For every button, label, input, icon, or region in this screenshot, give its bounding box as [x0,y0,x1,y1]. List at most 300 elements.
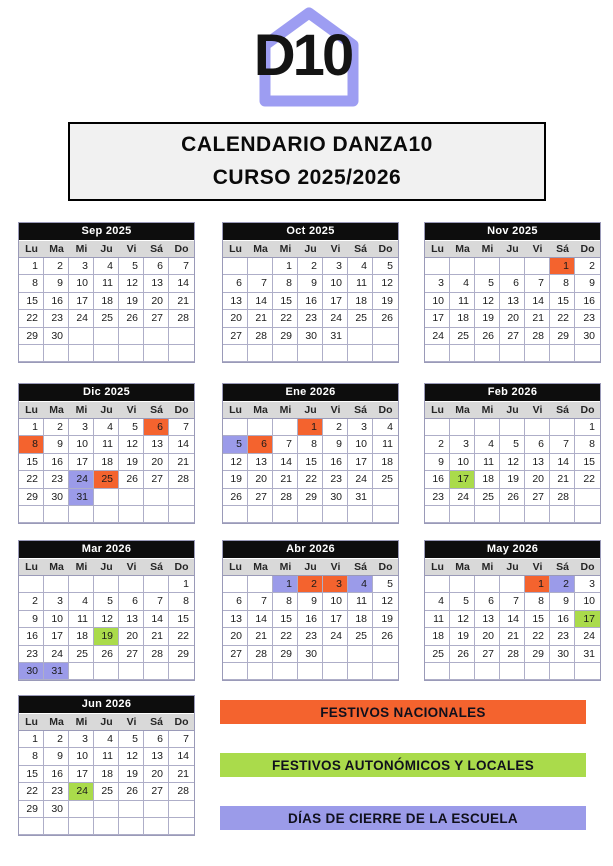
weekday-header-cell: Mi [75,404,88,416]
weekday-header-cell: Do [378,243,393,255]
weekday-header-cell: Ju [506,561,519,573]
weekday-header-cell: Do [378,404,393,416]
day-cell: 21 [248,628,273,645]
day-cell: 4 [94,258,119,275]
day-cell: 29 [19,801,44,818]
day-cell: 30 [550,646,575,663]
day-cell: 1 [169,576,194,593]
weekday-header-cell: Ma [455,404,470,416]
day-cell: 20 [144,454,169,471]
day-cell: 26 [223,489,248,506]
day-cell [119,489,144,506]
weekday-header-cell: Vi [126,243,137,255]
day-cell: 10 [323,593,348,610]
day-cell: 11 [425,611,450,628]
weekday-header-cell: Lu [25,561,38,573]
day-cell: 19 [223,471,248,488]
day-cell: 15 [273,293,298,310]
day-cell [169,489,194,506]
day-cell: 23 [575,310,600,327]
day-cell [19,345,44,362]
day-cell [500,663,525,680]
day-cell: 8 [525,593,550,610]
day-cell [69,345,94,362]
day-cell: 31 [348,489,373,506]
day-cell: 12 [475,293,500,310]
day-cell: 18 [348,293,373,310]
day-cell: 13 [119,611,144,628]
page-title-line2: CURSO 2025/2026 [212,166,402,189]
day-cell: 17 [323,611,348,628]
day-cell: 4 [348,258,373,275]
day-cell: 20 [119,628,144,645]
day-cell [69,328,94,345]
weekday-header-cell: Mi [75,243,88,255]
month-calendar-feb-2026 [424,383,601,524]
day-cell: 18 [425,628,450,645]
day-cell: 28 [525,328,550,345]
day-cell: 6 [223,593,248,610]
day-cell: 18 [475,471,500,488]
day-cell: 22 [273,628,298,645]
weekday-header-cell: Ma [49,404,64,416]
day-cell: 8 [19,748,44,765]
day-cell [323,345,348,362]
day-cell: 25 [94,783,119,800]
day-cell: 17 [69,766,94,783]
day-cell [373,663,398,680]
weekday-header-cell: Do [174,561,189,573]
weekday-header-cell: Do [580,243,595,255]
day-cell [69,663,94,680]
day-cell: 6 [119,593,144,610]
weekday-header-cell: Sá [150,404,163,416]
day-cell [94,818,119,835]
day-cell: 6 [223,275,248,292]
day-cell [500,419,525,436]
day-cell [525,506,550,523]
day-cell [119,328,144,345]
day-cell [575,489,600,506]
day-cell [119,345,144,362]
day-cell: 2 [44,258,69,275]
day-cell: 11 [450,293,475,310]
day-cell: 7 [500,593,525,610]
day-cell: 29 [19,489,44,506]
day-cell: 20 [144,293,169,310]
weekday-header-cell: Mi [481,243,494,255]
day-cell [450,506,475,523]
day-cell: 29 [273,646,298,663]
day-cell: 19 [475,310,500,327]
day-cell [144,818,169,835]
day-cell: 19 [373,293,398,310]
day-cell: 10 [69,436,94,453]
weekday-header-cell: Sá [150,716,163,728]
day-cell: 26 [119,783,144,800]
weekday-header-row [425,401,600,419]
day-cell: 4 [94,731,119,748]
day-cell: 23 [44,471,69,488]
day-cell-closure: 2 [550,576,575,593]
weekday-header-cell: Mi [279,243,292,255]
day-cell: 30 [323,489,348,506]
day-cell: 9 [44,748,69,765]
day-cell: 29 [19,328,44,345]
day-cell: 27 [144,783,169,800]
day-cell [500,576,525,593]
day-cell: 24 [348,471,373,488]
weekday-header-cell: Ju [506,404,519,416]
weekday-header-cell: Ju [304,243,317,255]
day-cell: 4 [373,419,398,436]
day-cell: 5 [500,436,525,453]
day-cell: 8 [169,593,194,610]
day-cell: 4 [425,593,450,610]
day-cell [550,506,575,523]
day-cell [19,818,44,835]
day-cell: 11 [348,275,373,292]
day-cell: 14 [500,611,525,628]
day-cell [550,419,575,436]
day-cell: 13 [223,293,248,310]
day-cell [348,663,373,680]
month-calendar-sep-2025 [18,222,195,363]
weekday-header-cell: Sá [354,243,367,255]
day-cell: 3 [44,593,69,610]
legend-regional: FESTIVOS AUTONÓMICOS Y LOCALES [220,753,586,777]
day-cell: 14 [169,436,194,453]
day-cell: 26 [500,489,525,506]
day-cell [348,646,373,663]
day-cell: 16 [298,611,323,628]
day-cell: 15 [19,766,44,783]
weekday-header-row [19,240,194,258]
day-cell [144,663,169,680]
day-cell [44,345,69,362]
weekday-header-row [223,240,398,258]
day-cell: 26 [373,310,398,327]
day-cell: 29 [298,489,323,506]
day-cell: 26 [119,310,144,327]
day-cell [94,489,119,506]
day-cell: 27 [500,328,525,345]
day-cell: 2 [323,419,348,436]
day-cell: 14 [248,611,273,628]
danza10-logo [239,4,375,108]
month-calendar-jun-2026 [18,695,195,836]
weekday-header-cell: Do [580,561,595,573]
day-cell [223,345,248,362]
month-days-grid [19,419,194,523]
day-cell [348,345,373,362]
weekday-header-cell: Vi [126,716,137,728]
day-cell [169,663,194,680]
weekday-header-cell: Mi [481,404,494,416]
day-cell [450,663,475,680]
day-cell: 1 [19,258,44,275]
day-cell: 3 [450,436,475,453]
day-cell [69,506,94,523]
weekday-header-cell: Mi [75,561,88,573]
weekday-header-cell: Ma [253,243,268,255]
weekday-header-cell: Ma [49,243,64,255]
month-title: Sep 2025 [19,223,194,240]
day-cell: 14 [144,611,169,628]
weekday-header-cell: Ju [304,561,317,573]
day-cell: 8 [298,436,323,453]
day-cell [500,506,525,523]
day-cell: 12 [223,454,248,471]
day-cell: 22 [19,783,44,800]
day-cell: 10 [69,748,94,765]
weekday-header-cell: Sá [556,243,569,255]
day-cell: 10 [575,593,600,610]
day-cell: 9 [44,275,69,292]
day-cell [144,489,169,506]
day-cell: 23 [550,628,575,645]
day-cell: 28 [248,328,273,345]
day-cell-closure: 30 [19,663,44,680]
day-cell: 22 [575,471,600,488]
day-cell: 23 [323,471,348,488]
logo-text: D10 [253,23,352,88]
day-cell: 24 [44,646,69,663]
weekday-header-cell: Ju [506,243,519,255]
day-cell: 18 [94,454,119,471]
day-cell: 20 [223,628,248,645]
day-cell [475,663,500,680]
day-cell [144,801,169,818]
day-cell: 15 [550,293,575,310]
day-cell: 16 [19,628,44,645]
weekday-header-row [223,401,398,419]
day-cell: 23 [298,310,323,327]
day-cell: 16 [323,454,348,471]
weekday-header-cell: Ma [455,561,470,573]
day-cell: 1 [19,731,44,748]
day-cell: 14 [169,748,194,765]
day-cell [19,506,44,523]
day-cell [119,801,144,818]
day-cell-national: 1 [525,576,550,593]
weekday-header-cell: Vi [532,243,543,255]
weekday-header-row [223,558,398,576]
day-cell: 2 [425,436,450,453]
day-cell [223,419,248,436]
day-cell: 9 [298,593,323,610]
day-cell: 13 [144,436,169,453]
weekday-header-cell: Ma [49,716,64,728]
weekday-header-row [425,240,600,258]
day-cell: 14 [248,293,273,310]
day-cell: 19 [500,471,525,488]
day-cell [575,345,600,362]
day-cell-regional: 17 [575,611,600,628]
day-cell: 30 [44,801,69,818]
day-cell: 27 [248,489,273,506]
day-cell: 30 [44,328,69,345]
day-cell: 26 [373,628,398,645]
weekday-header-cell: Sá [354,561,367,573]
weekday-header-row [19,401,194,419]
day-cell [373,345,398,362]
day-cell: 14 [550,454,575,471]
month-title: Dic 2025 [19,384,194,401]
day-cell: 10 [450,454,475,471]
day-cell [169,328,194,345]
day-cell: 25 [373,471,398,488]
day-cell [273,663,298,680]
month-title: Ene 2026 [223,384,398,401]
weekday-header-cell: Lu [229,404,242,416]
day-cell: 4 [69,593,94,610]
day-cell [69,801,94,818]
day-cell: 29 [169,646,194,663]
day-cell: 11 [94,748,119,765]
day-cell [348,328,373,345]
weekday-header-cell: Ju [100,404,113,416]
day-cell [169,506,194,523]
day-cell [425,419,450,436]
day-cell [525,663,550,680]
day-cell: 5 [373,576,398,593]
day-cell [425,576,450,593]
day-cell: 9 [575,275,600,292]
weekday-header-cell: Ma [253,404,268,416]
day-cell: 5 [475,275,500,292]
day-cell [69,576,94,593]
day-cell: 19 [119,293,144,310]
weekday-header-cell: Ju [100,243,113,255]
day-cell: 13 [223,611,248,628]
day-cell [323,663,348,680]
day-cell: 9 [425,454,450,471]
day-cell: 8 [273,275,298,292]
month-title: Jun 2026 [19,696,194,713]
day-cell: 12 [119,436,144,453]
day-cell: 16 [44,766,69,783]
day-cell: 24 [450,489,475,506]
day-cell [94,328,119,345]
day-cell: 20 [223,310,248,327]
day-cell: 19 [373,611,398,628]
weekday-header-cell: Sá [150,243,163,255]
day-cell: 17 [69,293,94,310]
day-cell [273,345,298,362]
month-days-grid [425,576,600,680]
legend-national: FESTIVOS NACIONALES [220,700,586,724]
month-title: Mar 2026 [19,541,194,558]
day-cell [298,506,323,523]
day-cell [575,506,600,523]
day-cell-closure: 31 [44,663,69,680]
month-calendar-oct-2025 [222,222,399,363]
day-cell [525,258,550,275]
day-cell: 28 [500,646,525,663]
day-cell: 14 [273,454,298,471]
day-cell: 17 [323,293,348,310]
day-cell [298,345,323,362]
month-calendar-abr-2026 [222,540,399,681]
day-cell: 21 [169,454,194,471]
day-cell: 11 [373,436,398,453]
day-cell: 10 [44,611,69,628]
day-cell: 4 [475,436,500,453]
day-cell: 5 [119,731,144,748]
day-cell-regional: 24 [69,783,94,800]
day-cell [144,506,169,523]
day-cell: 3 [575,576,600,593]
day-cell: 3 [348,419,373,436]
weekday-header-cell: Vi [330,561,341,573]
day-cell: 11 [348,593,373,610]
day-cell [450,345,475,362]
day-cell: 23 [298,628,323,645]
day-cell [119,576,144,593]
weekday-header-cell: Lu [229,243,242,255]
month-title: Feb 2026 [425,384,600,401]
day-cell: 29 [550,328,575,345]
day-cell [348,506,373,523]
day-cell: 3 [323,258,348,275]
day-cell: 21 [144,628,169,645]
day-cell: 29 [525,646,550,663]
weekday-header-cell: Do [174,404,189,416]
day-cell [248,663,273,680]
day-cell: 7 [248,275,273,292]
weekday-header-cell: Vi [330,243,341,255]
month-days-grid [223,258,398,362]
day-cell [425,663,450,680]
day-cell: 25 [348,310,373,327]
day-cell [475,576,500,593]
weekday-header-cell: Lu [25,716,38,728]
month-days-grid [425,419,600,523]
day-cell [550,663,575,680]
day-cell [550,345,575,362]
day-cell [19,576,44,593]
day-cell: 7 [525,275,550,292]
weekday-header-cell: Vi [532,404,543,416]
weekday-header-cell: Do [174,716,189,728]
day-cell [425,345,450,362]
page-title-line1: CALENDARIO DANZA10 [181,133,433,156]
day-cell-closure: 1 [273,576,298,593]
day-cell: 22 [19,310,44,327]
day-cell: 12 [450,611,475,628]
day-cell: 15 [525,611,550,628]
month-calendar-dic-2025 [18,383,195,524]
weekday-header-cell: Ma [49,561,64,573]
weekday-header-cell: Ma [253,561,268,573]
day-cell: 13 [144,748,169,765]
day-cell [119,818,144,835]
day-cell [298,663,323,680]
day-cell: 8 [273,593,298,610]
day-cell: 10 [348,436,373,453]
day-cell-national: 6 [144,419,169,436]
day-cell-closure: 31 [69,489,94,506]
day-cell: 30 [298,646,323,663]
weekday-header-cell: Vi [532,561,543,573]
day-cell [94,506,119,523]
day-cell: 28 [169,310,194,327]
day-cell: 22 [273,310,298,327]
day-cell [323,506,348,523]
day-cell [475,258,500,275]
month-days-grid [425,258,600,362]
